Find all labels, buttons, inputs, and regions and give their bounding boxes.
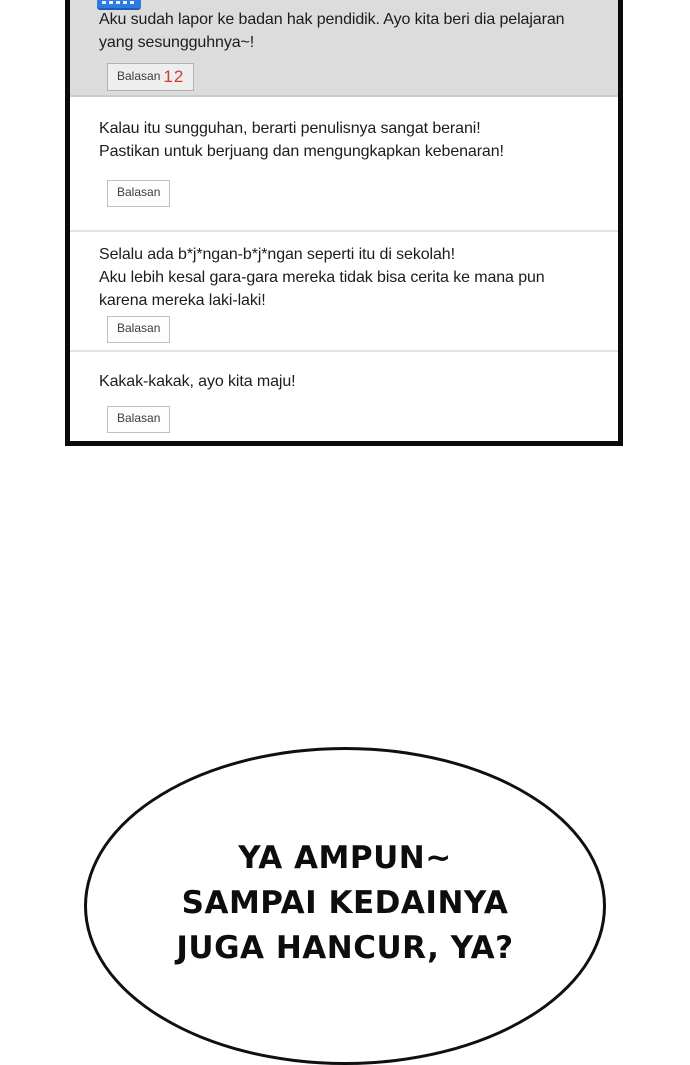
reply-button[interactable] — [107, 63, 194, 91]
comment-panel — [65, 0, 623, 446]
reply-button-label: Balasan — [117, 411, 161, 425]
clipped-blue-action-button[interactable] — [97, 0, 141, 10]
comment-text-line: Kakak-kakak, ayo kita maju! — [99, 373, 296, 390]
clipped-button-text-sliver — [102, 1, 136, 4]
comment-item — [70, 97, 618, 232]
comment-text — [99, 243, 600, 312]
comment-item — [70, 232, 618, 352]
speech-bubble-text — [84, 836, 606, 971]
reply-count-badge: 12 — [163, 67, 185, 86]
reply-button[interactable] — [107, 316, 170, 343]
reply-button[interactable] — [107, 406, 170, 433]
comment-text-line: Aku lebih kesal gara-gara mereka tidak bisa cerita ke mana pun — [99, 269, 545, 286]
speech-bubble-text-line: YA AMPUN~ — [238, 840, 452, 876]
reply-button-label: Balasan — [117, 321, 161, 335]
comment-text-line: karena mereka laki-laki! — [99, 292, 266, 309]
comment-text-line: Selalu ada b*j*ngan-b*j*ngan seperti itu di sekolah! — [99, 246, 455, 263]
comment-text-line: yang sesungguhnya~! — [99, 34, 255, 51]
speech-bubble-text-line: SAMPAI KEDAINYA — [181, 885, 509, 921]
comment-text-line: Kalau itu sungguhan, berarti penulisnya sangat berani! — [99, 120, 481, 137]
speech-bubble-text-line: JUGA HANCUR, YA? — [176, 930, 514, 966]
comment-text — [99, 8, 600, 54]
comment-text — [99, 117, 600, 163]
comment-text — [99, 370, 600, 393]
comment-text-line: Pastikan untuk berjuang dan mengungkapkan kebenaran! — [99, 143, 504, 160]
reply-button[interactable] — [107, 180, 170, 207]
reply-button-label: Balasan — [117, 68, 161, 83]
reply-button-label: Balasan — [117, 185, 161, 199]
comment-text-line: Aku sudah lapor ke badan hak pendidik. Ayo kita beri dia pelajaran — [99, 11, 565, 28]
comment-item — [70, 352, 618, 441]
comment-item-highlighted — [70, 0, 618, 97]
